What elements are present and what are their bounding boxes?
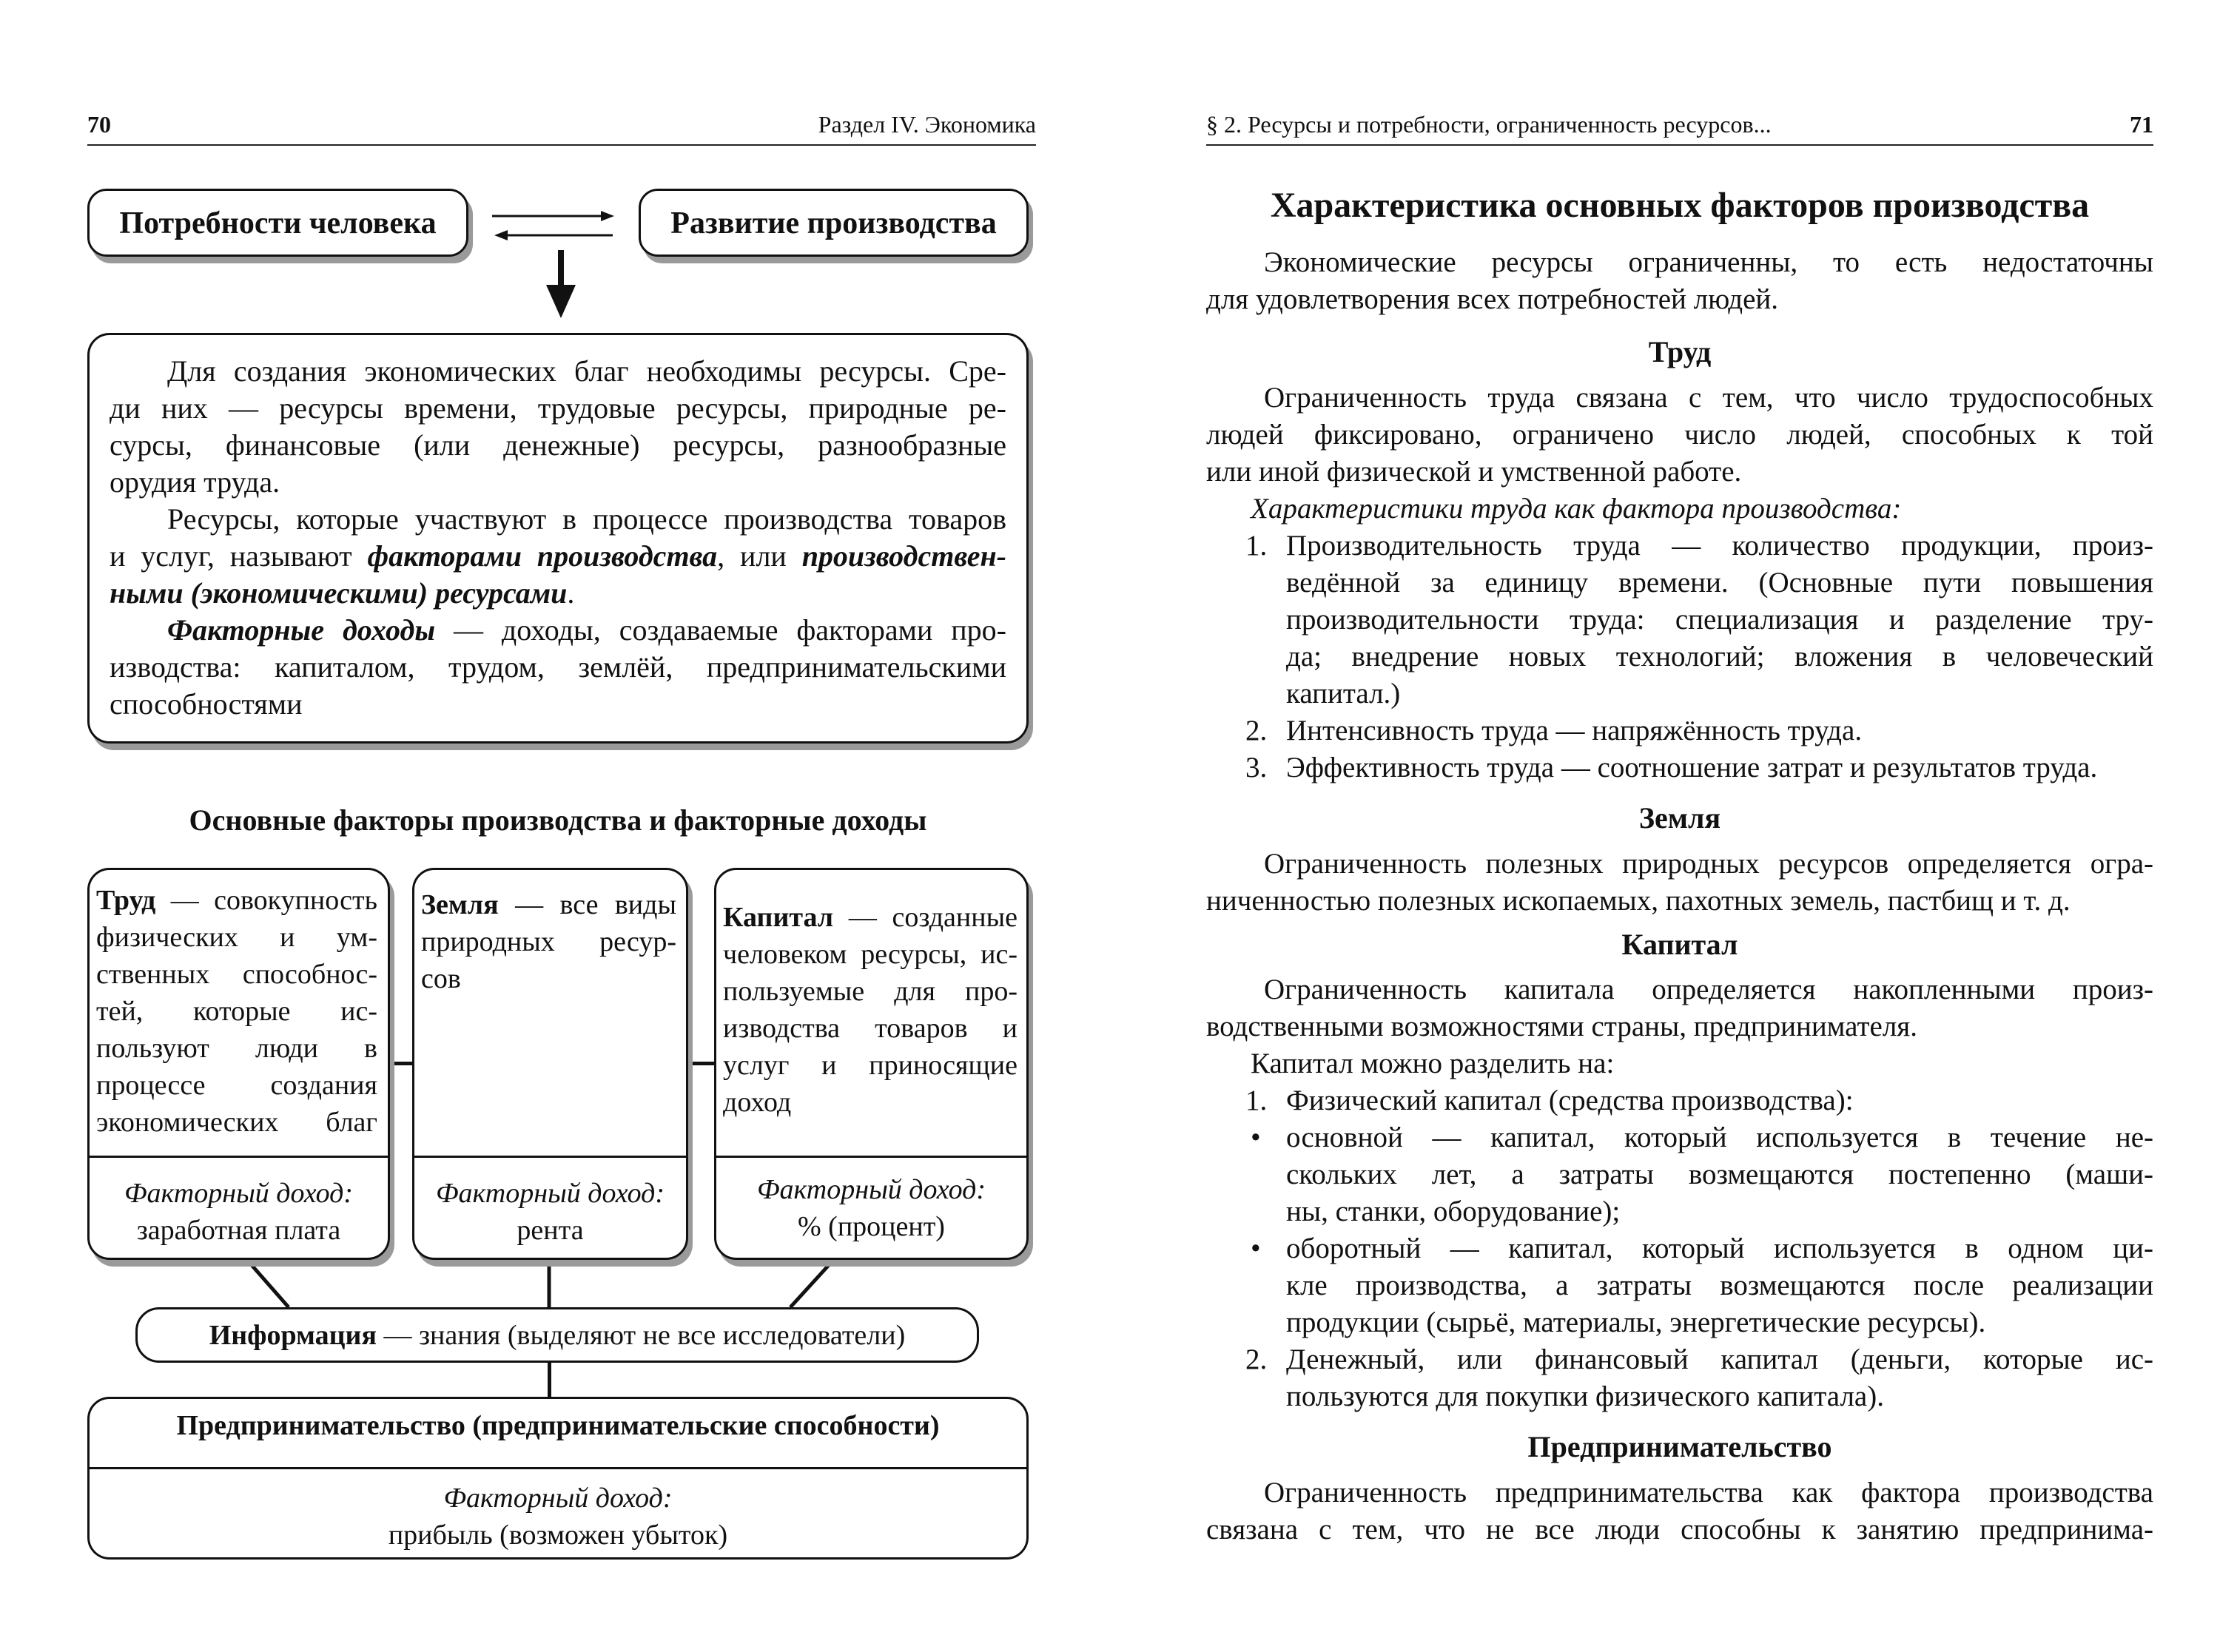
intro-line: сурсы, финансовые (или денежные) ресурсы, разнообразные (110, 428, 1006, 462)
labor-characteristics-heading: Характеристики труда как фактора производства: (1251, 493, 1902, 525)
box-human-needs (87, 189, 468, 257)
box-human-needs-label: Потребности человека (119, 206, 437, 240)
text-line: ниченностью полезных ископаемых, пахотных земель, пастбищ и т. д. (1206, 885, 2071, 917)
labor-term: Труд (96, 885, 156, 916)
intro-line: Факторные доходы — доходы, создаваемые факторами про- (167, 613, 1006, 647)
term-factors-of-production: факторами производства (367, 539, 718, 573)
factor-divider (87, 1156, 390, 1158)
text-line: Ограниченность капитала определяется накопленными произ- (1264, 974, 2153, 1005)
land-description: Земля — все виды природных ресур- сов (421, 886, 676, 997)
land-paragraph (1206, 846, 2153, 920)
income-label: Факторный доход: (124, 1178, 354, 1209)
bullet-icon: • (1251, 1233, 1261, 1264)
income-value: рента (517, 1215, 584, 1246)
text-line: Ограниченность труда связана с тем, что число трудоспособных (1264, 382, 2153, 414)
capital-line: доход (723, 1087, 792, 1118)
arrows-diagram (488, 200, 622, 322)
list-number: 2. (1245, 715, 1268, 746)
box-production-development (639, 189, 1029, 257)
arrow-right-icon (492, 211, 614, 221)
connector-information-entrepreneurship (548, 1361, 551, 1398)
income-label: Факторный доход: (443, 1483, 673, 1514)
list-item-physical-capital: Физический капитал (средства производства): (1286, 1085, 1854, 1116)
entrepreneurship-paragraph (1206, 1474, 2153, 1548)
arrow-down-icon (546, 250, 576, 318)
header-rule-right (1206, 144, 2153, 146)
intro-line: и услуг, называют факторами производства, или производствен- (110, 539, 1006, 573)
list-item-productivity: Производительность труда — количество продукции, произ- ведённой за единицу времени. (Основные пути повышения производительности труда: специализация и разделение тру- да; внедрение новых технологий; вложения в человеческий капитал.) (1286, 530, 2153, 709)
term-factor-incomes: Факторные доходы (167, 613, 436, 647)
text-line: Ограниченность предпринимательства как фактора производства (1264, 1477, 2153, 1508)
capital-description: Капитал — созданные человеком ресурсы, ис- пользуемые для про- изводства товаров и услуг и приносящие доход (723, 899, 1018, 1121)
list-number: 2. (1245, 1343, 1268, 1375)
bullet-icon: • (1251, 1122, 1261, 1153)
running-head-right: § 2. Ресурсы и потребности, ограниченность ресурсов... (1206, 111, 1772, 138)
land-term: Земля (421, 889, 499, 920)
page-number-right: 71 (2130, 111, 2153, 138)
intro-line: Для создания экономических благ необходимы ресурсы. Сре- (167, 354, 1006, 388)
diagram-title: Основные факторы производства и факторные доходы (189, 803, 927, 837)
intro-line: ди них — ресурсы времени, трудовые ресурсы, природные ре- (110, 391, 1006, 425)
intro-line: изводства: капиталом, трудом, землёй, предпринимательскими (110, 650, 1006, 684)
arrow-left-icon (494, 230, 613, 240)
capital-intro: Капитал можно разделить на: (1251, 1048, 1615, 1079)
labor-description: Труд — совокупность физических и ум- ственных способнос- тей, которые ис- пользуют люди в процессе создания экономических благ (96, 882, 377, 1141)
header-rule-left (87, 144, 1036, 146)
land-income (412, 1175, 688, 1249)
page-number-left: 70 (87, 111, 111, 138)
income-value: прибыль (возможен убыток) (388, 1520, 728, 1551)
intro-line: для удовлетворения всех потребностей людей. (1206, 283, 1779, 315)
labor-line: экономических благ (96, 1107, 377, 1138)
intro-line: Экономические ресурсы ограниченны, то есть недостаточны (1264, 246, 2153, 278)
labor-line: тей, которые ис- (96, 996, 377, 1027)
text-line: или иной физической и умственной работе. (1206, 456, 1742, 488)
intro-line: способностями (110, 687, 303, 721)
text-line: водственными возможностями страны, предпринимателя. (1206, 1011, 1917, 1042)
entrepreneurship-income (87, 1480, 1029, 1554)
text-line: людей фиксировано, ограничено число людей, способных к той (1206, 419, 2153, 451)
box-production-development-label: Развитие производства (670, 206, 997, 240)
intro-paragraph (1206, 244, 2153, 318)
running-head-left: Раздел IV. Экономика (818, 111, 1036, 138)
income-value: заработная плата (136, 1215, 341, 1246)
labor-line: пользуют люди в (96, 1033, 377, 1064)
capital-paragraph (1206, 971, 2153, 1082)
intro-line: орудия труда. (110, 465, 280, 499)
text-line: связана с тем, что не все люди способны к занятию предпринима- (1206, 1514, 2153, 1545)
list-number: 1. (1245, 530, 1268, 562)
text-line: Ограниченность полезных природных ресурсов определяется огра- (1264, 848, 2153, 880)
information-text: Информация — знания (выделяют не все исследователи) (209, 1320, 906, 1351)
land-line: сов (421, 963, 461, 994)
resources-definition-text (110, 353, 1006, 723)
capital-income (714, 1171, 1029, 1245)
capital-line: пользуемые для про- (723, 976, 1018, 1007)
income-label: Факторный доход: (756, 1174, 986, 1205)
heading-land: Земля (1638, 801, 1721, 835)
connector-labor-land (390, 1062, 412, 1065)
bullet-item-working-capital: оборотный — капитал, который используется в одном ци- кле производства, а затраты возмещаются после реализации продукции (сырьё, материалы, энергетические ресурсы). (1286, 1233, 2153, 1338)
connector-land-capital (688, 1062, 714, 1065)
capital-line: человеком ресурсы, ис- (723, 939, 1018, 970)
labor-income (87, 1175, 390, 1249)
information-term: Информация (209, 1320, 377, 1351)
heading-capital: Капитал (1621, 928, 1738, 961)
capital-term: Капитал (723, 902, 834, 933)
labor-line: ственных способнос- (96, 959, 377, 990)
entrepreneurship-divider (87, 1467, 1029, 1469)
labor-paragraph (1206, 380, 2153, 527)
bullet-item-fixed-capital: основной — капитал, который используется в течение не- скольких лет, а затраты возмещаются постепенно (маши- ны, станки, оборудование); (1286, 1122, 2153, 1227)
intro-line: ными (экономическими) ресурсами. (110, 576, 575, 610)
labor-line: физических и ум- (96, 922, 377, 953)
intro-line: Ресурсы, которые участвуют в процессе производства товаров (167, 502, 1006, 536)
heading-entrepreneurship: Предпринимательство (1527, 1430, 1832, 1463)
list-item-efficiency: Эффективность труда — соотношение затрат и результатов труда. (1286, 752, 2098, 783)
factor-divider (412, 1156, 688, 1158)
list-number: 3. (1245, 752, 1268, 783)
factor-divider (714, 1156, 1029, 1158)
capital-line: услуг и приносящие (723, 1050, 1018, 1081)
list-item-intensity: Интенсивность труда — напряжённость труда. (1286, 715, 1863, 746)
labor-line: процессе создания (96, 1070, 377, 1101)
section-title: Характеристика основных факторов производства (1270, 186, 2090, 225)
list-number: 1. (1245, 1085, 1268, 1116)
land-line: природных ресур- (421, 926, 676, 957)
capital-line: изводства товаров и (723, 1013, 1018, 1044)
income-label: Факторный доход: (435, 1178, 665, 1209)
list-item-financial-capital: Денежный, или финансовый капитал (деньги, которые ис- пользуются для покупки физического капитала). (1286, 1343, 2153, 1412)
income-value: % (процент) (798, 1211, 945, 1242)
entrepreneurship-title: Предпринимательство (предпринимательские способности) (176, 1410, 940, 1441)
heading-labor: Труд (1648, 335, 1712, 368)
